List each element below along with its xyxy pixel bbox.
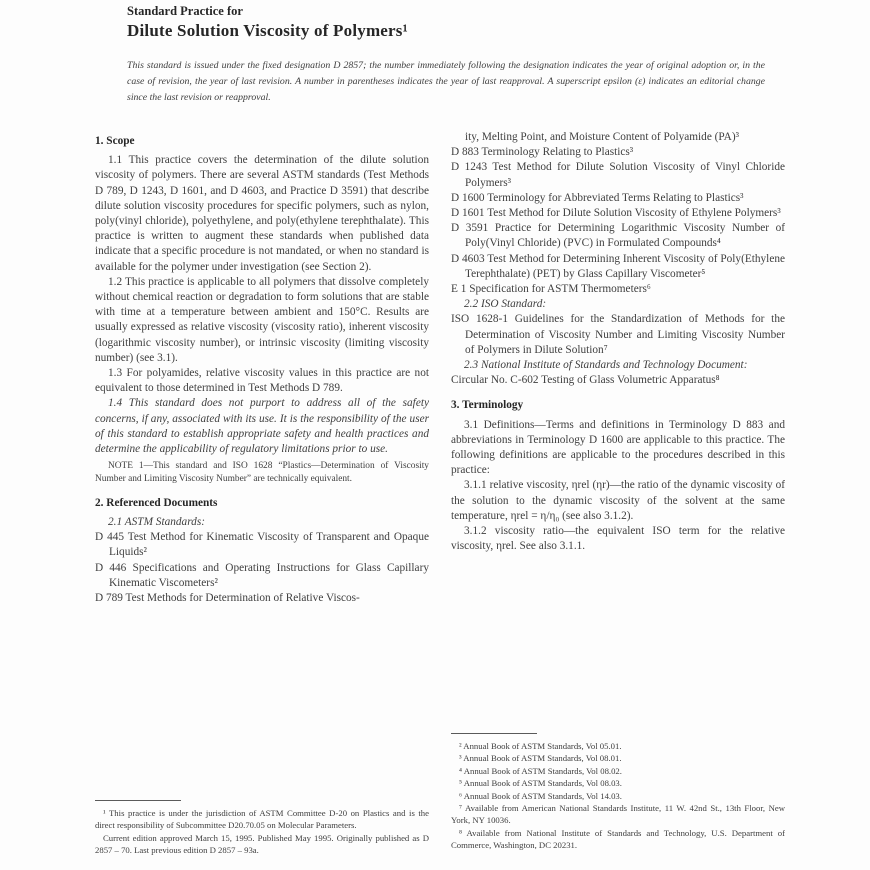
reference-group-label: 2.2 ISO Standard:	[464, 298, 547, 311]
paragraph: 1.1 This practice covers the determination of the dilute solution viscosity of polymers. There are several ASTM standards (Test Methods D 789, D 1243, D 1601, and D 4603, and Practice D 3591) that describe dilute solution viscosity procedures for specific polymers, such as nylon, poly(vinyl chloride), polyethylene, and poly(ethylene terephthalate). This practice is written to augment these standards when published data indicate that a specific procedure is not mandated, or when no standard is available for the polymer under investigation (see Section 2).	[95, 154, 429, 273]
document-title-block	[127, 4, 408, 41]
reference-item: D 789 Test Methods for Determination of Relative Viscos-	[95, 592, 360, 605]
reference-item: D 1243 Test Method for Dilute Solution Viscosity of Vinyl Chloride Polymers³	[451, 161, 785, 189]
reference-group-label: 2.1 ASTM Standards:	[108, 516, 205, 529]
footnote-line: ⁵ Annual Book of ASTM Standards, Vol 08.03.	[459, 778, 622, 789]
footnote-line: ⁷ Available from American National Standards Institute, 11 W. 42nd St., 13th Floor, New York, NY 10036.	[451, 803, 785, 826]
footnote-separator-rule	[95, 800, 181, 801]
footnote-line: ¹ This practice is under the jurisdiction of ASTM Committee D-20 on Plastics and is the direct responsibility of Subcommittee D20.70.05 on Molecular Parameters.	[95, 808, 429, 831]
reference-item: E 1 Specification for ASTM Thermometers⁶	[451, 283, 651, 296]
reference-item: D 883 Terminology Relating to Plastics³	[451, 146, 634, 159]
footnote-line: ⁶ Annual Book of ASTM Standards, Vol 14.03.	[459, 790, 622, 801]
section-heading: 2. Referenced Documents	[95, 496, 218, 509]
left-footnote-block	[95, 800, 429, 870]
section-heading: 3. Terminology	[451, 399, 524, 412]
note-paragraph: NOTE 1—This standard and ISO 1628 “Plastics—Determination of Viscosity Number and Limiting Viscosity Number” are technically equivalent.	[95, 461, 429, 485]
paragraph-italic: 1.4 This standard does not purport to address all of the safety concerns, if any, associated with its use. It is the responsibility of the user of this standard to establish appropriate safety and health practices and determine the applicability of regulatory limitations prior to use.	[95, 397, 429, 456]
reference-item: ISO 1628-1 Guidelines for the Standardization of Methods for the Determination of Viscosity Number and Limiting Viscosity Number of Polymers in Dilute Solution⁷	[451, 313, 785, 356]
footnote-line: ⁴ Annual Book of ASTM Standards, Vol 08.02.	[459, 765, 622, 776]
reference-item-continuation: ity, Melting Point, and Moisture Content of Polyamide (PA)³	[465, 131, 739, 143]
reference-item: D 4603 Test Method for Determining Inherent Viscosity of Poly(Ethylene Terephthalate) (PET) by Glass Capillary Viscometer⁵	[451, 252, 785, 280]
reference-item: Circular No. C-602 Testing of Glass Volumetric Apparatus⁸	[451, 374, 720, 387]
right-footnote-block	[451, 733, 785, 870]
section-heading: 1. Scope	[95, 135, 135, 147]
reference-item: D 446 Specifications and Operating Instructions for Glass Capillary Kinematic Viscometers²	[95, 561, 429, 589]
right-column	[451, 130, 785, 798]
footnote-separator-rule	[451, 733, 537, 734]
footnote-line: ³ Annual Book of ASTM Standards, Vol 08.01.	[459, 753, 622, 764]
reference-item: D 445 Test Method for Kinematic Viscosity of Transparent and Opaque Liquids²	[95, 531, 429, 559]
paragraph: 3.1.1 relative viscosity, ηrel (ηr)—the ratio of the dynamic viscosity of the solution to the dynamic viscosity of the solvent at the same temperature, ηrel = η/η₀ (see also 3.1.2).	[451, 479, 785, 522]
standard-type-label: Standard Practice for	[127, 4, 243, 18]
footnote-line: Current edition approved March 15, 1995. Published May 1995. Originally published as D 2857 – 70. Last previous edition D 2857 – 93a.	[95, 832, 429, 856]
footnote-line: ⁸ Available from National Institute of Standards and Technology, U.S. Department of Commerce, Washington, DC 20231.	[451, 827, 785, 851]
paragraph: 1.3 For polyamides, relative viscosity values in this practice are not equivalent to those determined in Test Methods D 789.	[95, 367, 429, 395]
footnote-line: ² Annual Book of ASTM Standards, Vol 05.01.	[459, 741, 622, 751]
standard-issuance-note: This standard is issued under the fixed designation D 2857; the number immediately following the designation indicates the year of original adoption or, in the case of revision, the year of last revision. A number in parentheses indicates the year of last reapproval. A superscript epsilon (ε) indicates an editorial change since the last revision or reapproval.	[127, 60, 765, 103]
left-column	[95, 130, 429, 798]
reference-item: D 1600 Terminology for Abbreviated Terms Relating to Plastics³	[451, 191, 744, 204]
reference-item: D 3591 Practice for Determining Logarithmic Viscosity Number of Poly(Vinyl Chloride) (PVC) in Formulated Compounds⁴	[451, 222, 785, 250]
reference-group-label: 2.3 National Institute of Standards and Technology Document:	[464, 359, 748, 372]
page-title: Dilute Solution Viscosity of Polymers¹	[127, 21, 408, 40]
paragraph: 3.1.2 viscosity ratio—the equivalent ISO term for the relative viscosity, ηrel. See also 3.1.1.	[451, 525, 785, 553]
reference-item: D 1601 Test Method for Dilute Solution Viscosity of Ethylene Polymers³	[451, 207, 781, 220]
two-column-body	[95, 130, 785, 798]
paragraph: 3.1 Definitions—Terms and definitions in Terminology D 883 and abbreviations in Terminology D 1600 are applicable to this practice. The following definitions are applicable to the procedures described in this practice:	[451, 418, 785, 477]
paragraph: 1.2 This practice is applicable to all polymers that dissolve completely without chemical reaction or degradation to form solutions that are stable with time at a temperature between ambient and 150°C. Results are usually expressed as relative viscosity (viscosity ratio), inherent viscosity (logarithmic viscosity number), or intrinsic viscosity (limiting viscosity number) (see 3.1).	[95, 275, 429, 364]
